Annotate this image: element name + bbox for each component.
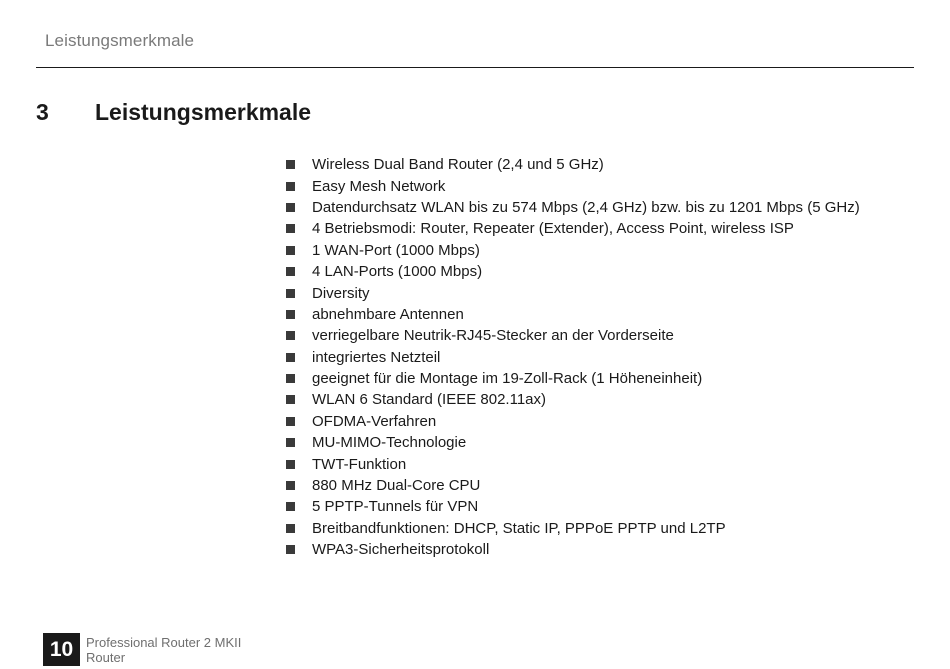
feature-item <box>286 240 860 261</box>
header-divider <box>36 67 914 68</box>
square-bullet-icon <box>286 545 295 554</box>
feature-item <box>286 154 860 175</box>
square-bullet-icon <box>286 417 295 426</box>
feature-text: abnehmbare Antennen <box>312 305 464 323</box>
square-bullet-icon <box>286 481 295 490</box>
square-bullet-icon <box>286 460 295 469</box>
square-bullet-icon <box>286 267 295 276</box>
feature-text: MU-MIMO-Technologie <box>312 434 467 452</box>
feature-item <box>286 197 860 218</box>
feature-text: TWT-Funktion <box>312 455 407 473</box>
feature-text: Wireless Dual Band Router (2,4 und 5 GHz) <box>312 156 604 174</box>
square-bullet-icon <box>286 374 295 383</box>
footer-product-type: Router <box>86 649 126 665</box>
feature-text: Easy Mesh Network <box>312 177 446 195</box>
feature-text: WPA3-Sicherheitsprotokoll <box>312 541 490 559</box>
square-bullet-icon <box>286 502 295 511</box>
feature-text: OFDMA-Verfahren <box>312 412 437 430</box>
feature-text: integriertes Netzteil <box>312 348 441 366</box>
chapter-title: Leistungsmerkmale <box>95 99 312 125</box>
feature-item <box>286 218 860 239</box>
page-number: 10 <box>43 633 80 666</box>
square-bullet-icon <box>286 395 295 404</box>
running-header: Leistungsmerkmale <box>45 31 195 50</box>
feature-text: verriegelbare Neutrik-RJ45-Stecker an der Vorderseite <box>312 327 674 345</box>
feature-item <box>286 347 860 368</box>
feature-item <box>286 475 860 496</box>
feature-text: WLAN 6 Standard (IEEE 802.11ax) <box>312 391 547 409</box>
chapter-number: 3 <box>36 99 49 125</box>
feature-text: Diversity <box>312 284 370 302</box>
feature-item <box>286 518 860 539</box>
feature-item <box>286 453 860 474</box>
feature-text: 4 LAN-Ports (1000 Mbps) <box>312 263 483 281</box>
feature-item <box>286 304 860 325</box>
feature-item <box>286 282 860 303</box>
feature-item <box>286 261 860 282</box>
square-bullet-icon <box>286 353 295 362</box>
square-bullet-icon <box>286 438 295 447</box>
square-bullet-icon <box>286 331 295 340</box>
feature-text: 5 PPTP-Tunnels für VPN <box>312 498 479 516</box>
square-bullet-icon <box>286 524 295 533</box>
square-bullet-icon <box>286 224 295 233</box>
feature-item <box>286 496 860 517</box>
feature-item <box>286 389 860 410</box>
chapter-heading <box>36 99 311 126</box>
feature-item <box>286 175 860 196</box>
footer-product-info <box>86 635 241 665</box>
square-bullet-icon <box>286 289 295 298</box>
footer-product-name: Professional Router 2 MKII <box>86 634 242 650</box>
feature-text: Breitbandfunktionen: DHCP, Static IP, PPPoE PPTP und L2TP <box>312 519 726 537</box>
square-bullet-icon <box>286 182 295 191</box>
feature-text: geeignet für die Montage im 19-Zoll-Rack (1 Höheneinheit) <box>312 370 703 388</box>
feature-text: 1 WAN-Port (1000 Mbps) <box>312 241 480 259</box>
square-bullet-icon <box>286 310 295 319</box>
feature-item <box>286 368 860 389</box>
square-bullet-icon <box>286 203 295 212</box>
feature-item <box>286 325 860 346</box>
feature-list <box>286 154 860 560</box>
square-bullet-icon <box>286 246 295 255</box>
feature-text: 880 MHz Dual-Core CPU <box>312 477 481 495</box>
square-bullet-icon <box>286 160 295 169</box>
feature-item <box>286 411 860 432</box>
feature-text: 4 Betriebsmodi: Router, Repeater (Extender), Access Point, wireless ISP <box>312 220 794 238</box>
feature-item <box>286 432 860 453</box>
page-footer <box>43 633 241 666</box>
feature-text: Datendurchsatz WLAN bis zu 574 Mbps (2,4 GHz) bzw. bis zu 1201 Mbps (5 GHz) <box>312 198 860 216</box>
feature-item <box>286 539 860 560</box>
